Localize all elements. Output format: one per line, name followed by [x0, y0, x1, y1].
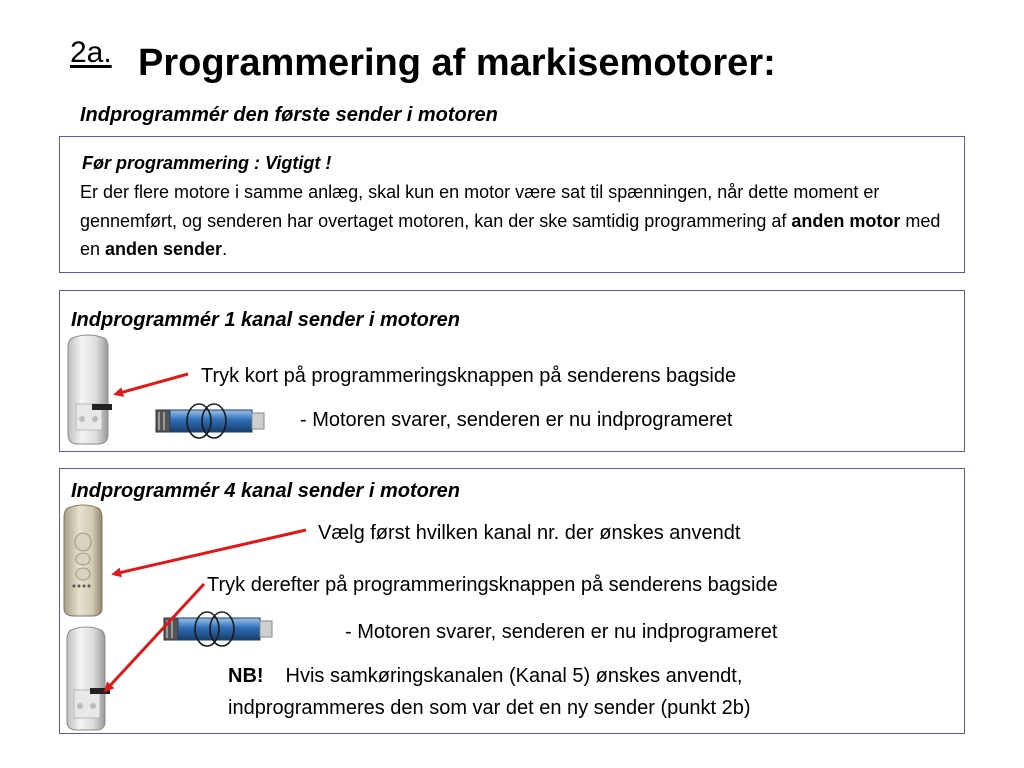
important-text-part1: Er der flere motore i samme anlæg, skal kun en motor være sat til spænningen, når dette moment er gennemført, og senderen har overtaget motoren, kan der ske samtidig programmering af [80, 182, 880, 231]
section-4-channel-heading: Indprogrammér 4 kanal sender i motoren [71, 480, 460, 502]
slide-number: 2a. [70, 36, 112, 69]
important-bold-anden-motor: anden motor [791, 210, 901, 231]
section-4-channel-step2: Tryk derefter på programmeringsknappen på senderens bagside [207, 574, 778, 596]
remote-back-icon [62, 626, 112, 732]
important-text-part3: . [222, 239, 228, 259]
nb-note-line2: indprogrammeres den som var det en ny sender (punkt 2b) [228, 697, 751, 719]
remote-1ch-icon [62, 334, 114, 446]
section-1-channel-step2: - Motoren svarer, senderen er nu indprogrameret [300, 409, 733, 431]
nb-text-line1: Hvis samkøringskanalen (Kanal 5) ønskes anvendt, [285, 665, 743, 687]
slide-subtitle: Indprogrammér den første sender i motoren [80, 104, 498, 126]
section-1-channel-step1: Tryk kort på programmeringsknappen på senderens bagside [201, 365, 737, 387]
remote-4ch-icon [60, 504, 106, 618]
motor-icon [162, 608, 274, 650]
important-text-part2: med en [80, 210, 941, 259]
nb-note-line1 [228, 665, 742, 688]
section-4-channel-box [59, 468, 965, 734]
important-notice-text [80, 178, 960, 264]
important-bold-anden-sender: anden sender [105, 239, 223, 259]
section-4-channel-step3: - Motoren svarer, senderen er nu indprogrameret [345, 621, 778, 643]
important-notice-box [59, 136, 965, 273]
section-4-channel-step1: Vælg først hvilken kanal nr. der ønskes anvendt [318, 522, 741, 544]
important-notice-heading: Før programmering : Vigtigt ! [82, 153, 332, 173]
nb-label: NB! [228, 665, 264, 687]
slide-title: Programmering af markisemotorer: [138, 42, 776, 84]
section-1-channel-heading: Indprogrammér 1 kanal sender i motoren [71, 309, 460, 331]
motor-icon [154, 400, 266, 442]
